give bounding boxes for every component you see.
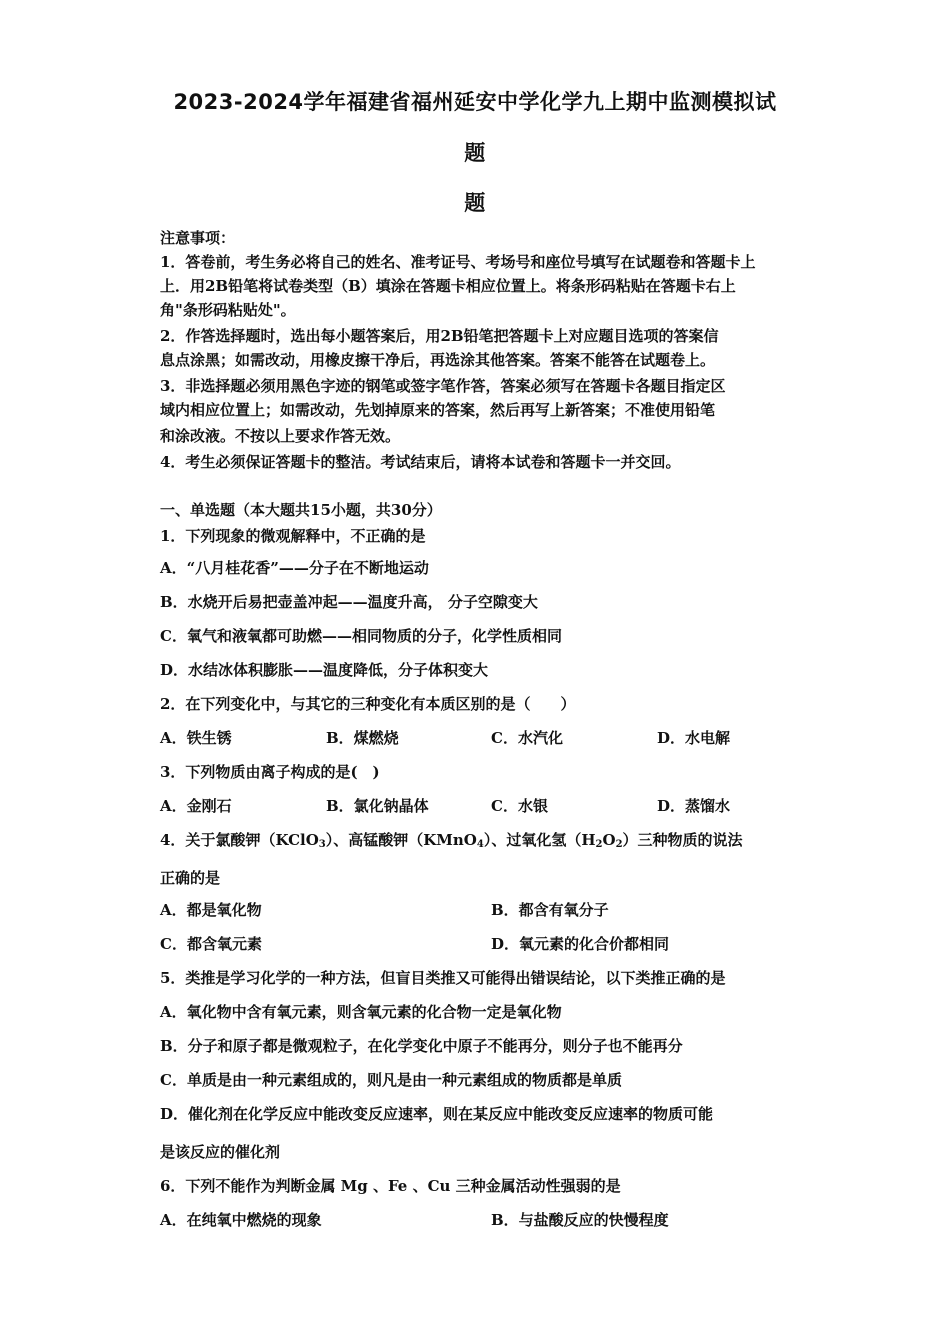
stem-part: ）、过氧化氢（H: [483, 831, 596, 849]
question-5-option-c: C．单质是由一种元素组成的，则凡是由一种元素组成的物质都是单质: [160, 1071, 622, 1089]
stem-part: ）三种物质的说法: [622, 831, 743, 849]
subscript: 2: [595, 839, 603, 850]
question-4-stem-continued: 正确的是: [160, 869, 221, 887]
question-4-option-d: D．氧元素的化合价都相同: [491, 935, 670, 953]
question-2-option-a: A．铁生锈: [160, 729, 232, 747]
question-5-option-d: D．催化剂在化学反应中能改变反应速率，则在某反应中能改变反应速率的物质可能: [160, 1105, 714, 1123]
subscript: 3: [318, 839, 326, 850]
question-5-option-b: B．分子和原子都是微观粒子，在化学变化中原子不能再分，则分子也不能再分: [160, 1037, 683, 1055]
notice-line: 4．考生必须保证答题卡的整洁。考试结束后，请将本试卷和答题卡一并交回。: [160, 453, 681, 471]
stem-part: ）、高锰酸钾（KMnO: [325, 831, 477, 849]
question-4-option-c: C．都含氧元素: [160, 935, 262, 953]
question-6-option-a: A．在纯氧中燃烧的现象: [160, 1211, 322, 1229]
notice-line: 3．非选择题必须用黑色字迹的钢笔或签字笔作答，答案必须写在答题卡各题目指定区: [160, 377, 726, 395]
exam-title-line3: 题: [464, 191, 486, 215]
question-1-option-a: A．“八月桂花香”——分子在不断地运动: [160, 559, 429, 577]
question-1-stem: 1．下列现象的微观解释中，不正确的是: [160, 527, 426, 545]
notice-line: 上．用2B铅笔将试卷类型（B）填涂在答题卡相应位置上。将条形码粘贴在答题卡右上: [160, 277, 736, 295]
question-1-option-d: D．水结冰体积膨胀——温度降低，分子体积变大: [160, 661, 489, 679]
question-3-stem: 3．下列物质由离子构成的是( ): [160, 763, 380, 781]
question-5-option-a: A．氧化物中含有氧元素，则含氧元素的化合物一定是氧化物: [160, 1003, 562, 1021]
notice-line: 和涂改液。不按以上要求作答无效。: [160, 427, 401, 445]
subscript: 2: [615, 839, 623, 850]
notice-line: 域内相应位置上；如需改动，先划掉原来的答案，然后再写上新答案；不准使用铅笔: [160, 401, 716, 419]
question-1-option-c: C．氧气和液氧都可助燃——相同物质的分子，化学性质相同: [160, 627, 562, 645]
question-3-option-c: C．水银: [491, 797, 548, 815]
question-2-option-b: B．煤燃烧: [326, 729, 399, 747]
question-2-option-c: C．水汽化: [491, 729, 563, 747]
question-4-stem: [160, 830, 800, 855]
question-2-option-d: D．水电解: [657, 729, 731, 747]
stem-part: O: [602, 831, 616, 849]
stem-part: 4．关于氯酸钾（KClO: [160, 831, 319, 849]
section-heading: 一、单选题（本大题共15小题，共30分）: [160, 501, 442, 519]
question-5-option-d-continued: 是该反应的催化剂: [160, 1143, 281, 1161]
question-3-option-a: A．金刚石: [160, 797, 232, 815]
exam-title-line2: 题: [464, 141, 486, 165]
notice-heading: 注意事项：: [160, 229, 236, 247]
question-5-stem: 5．类推是学习化学的一种方法，但盲目类推又可能得出错误结论，以下类推正确的是: [160, 969, 726, 987]
question-3-option-b: B．氯化钠晶体: [326, 797, 429, 815]
notice-line: 2．作答选择题时，选出每小题答案后，用2B铅笔把答题卡上对应题目选项的答案信: [160, 327, 719, 345]
question-2-stem: 2．在下列变化中，与其它的三种变化有本质区别的是（ ）: [160, 695, 576, 713]
subscript: 4: [476, 839, 484, 850]
question-6-option-b: B．与盐酸反应的快慢程度: [491, 1211, 669, 1229]
question-1-option-b: B．水烧开后易把壶盖冲起——温度升高， 分子空隙变大: [160, 593, 538, 611]
question-4-option-a: A．都是氧化物: [160, 901, 262, 919]
question-3-option-d: D．蒸馏水: [657, 797, 731, 815]
notice-line: 1．答卷前，考生务必将自己的姓名、准考证号、考场号和座位号填写在试题卷和答题卡上: [160, 253, 756, 271]
notice-line: 角"条形码粘贴处"。: [160, 301, 296, 319]
notice-line: 息点涂黑；如需改动，用橡皮擦干净后，再选涂其他答案。答案不能答在试题卷上。: [160, 351, 716, 369]
question-6-stem: 6．下列不能作为判断金属 Mg 、Fe 、Cu 三种金属活动性强弱的是: [160, 1177, 621, 1195]
question-4-option-b: B．都含有氧分子: [491, 901, 609, 919]
exam-title-line1: 2023-2024学年福建省福州延安中学化学九上期中监测模拟试: [173, 90, 777, 114]
